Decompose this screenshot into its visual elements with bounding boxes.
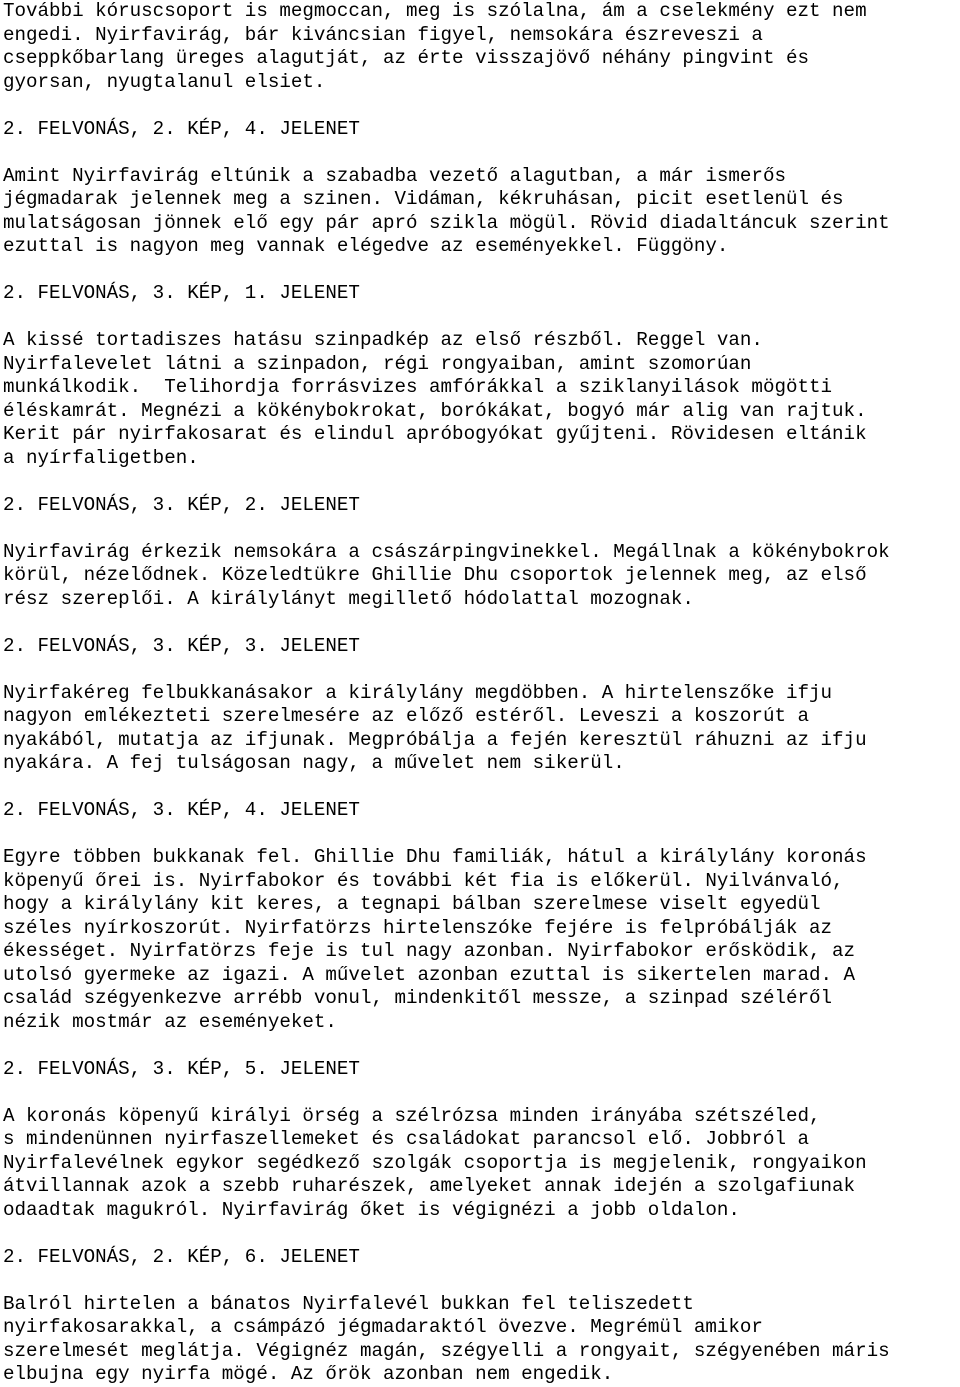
paragraph-gap <box>3 470 960 494</box>
text-line: Egyre többen bukkanak fel. Ghillie Dhu familiák, hátul a királylány koronás <box>3 846 867 868</box>
text-line: éléskamrát. Megnézi a kökénybokrokat, borókákat, bogyó már alig van rajtuk. <box>3 399 867 422</box>
paragraph-gap <box>3 1269 960 1293</box>
paragraph-gap <box>3 141 960 165</box>
text-line: szerelmesét meglátja. Végignéz magán, szégyelli a rongyait, szégyenében máris <box>3 1339 890 1362</box>
text-line: ezuttal is nagyon meg vannak elégedve az eseményekkel. Függöny. <box>3 235 729 257</box>
text-line: odaadtak magukról. Nyirfavirág őket is végignézi a jobb oldalon. <box>3 1198 740 1221</box>
text-line: Nyirfakéreg felbukkanásakor a királylány megdöbben. A hirtelenszőke ifju <box>3 681 833 704</box>
paragraph-gap <box>3 611 960 635</box>
text-line: átvillannak azok a szebb ruharészek, amelyeket annak idején a szolgafiunak <box>3 1175 856 1197</box>
text-line: s mindenünnen nyirfaszellemeket és családokat parancsol elő. Jobbról a <box>3 1128 810 1150</box>
paragraph-gap <box>3 776 960 800</box>
text-line: nyirfakosarakkal, a csámpázó jégmadaraktól övezve. Megrémül amikor <box>3 1316 763 1338</box>
text-line: gyorsan, nyugtalanul elsiet. <box>3 70 326 93</box>
scene-heading: 2. FELVONÁS, 2. KÉP, 4. JELENET <box>3 117 360 140</box>
text-line: nyakából, mutatja az ifjunak. Megpróbálja a fején keresztül ráhuzni az ifju <box>3 728 867 751</box>
scene-paragraph <box>3 329 960 470</box>
scene-paragraph <box>3 1105 960 1223</box>
scene-heading: 2. FELVONÁS, 2. KÉP, 6. JELENET <box>3 1245 360 1268</box>
paragraph-gap <box>3 306 960 330</box>
text-line: Balról hirtelen a bánatos Nyirfalevél bukkan fel teliszedett <box>3 1292 694 1315</box>
text-line: nagyon emlékezteti szerelmesére az előző estéről. Leveszi a koszorút a <box>3 705 810 727</box>
text-line: körül, nézelődnek. Közeledtükre Ghillie Dhu csoportok jelennek meg, az első <box>3 564 867 586</box>
intro-paragraph <box>3 0 960 94</box>
text-line: cseppkőbarlang üreges alagutját, az érte visszajövő néhány pingvint és <box>3 47 810 69</box>
scene-paragraph <box>3 682 960 776</box>
text-line: hogy a királylány kit keres, a tegnapi bálban szerelmese viselt egyedül <box>3 893 821 915</box>
text-line: Amint Nyirfavirág eltúnik a szabadba vezető alagutban, a már ismerős <box>3 164 786 187</box>
paragraph-gap <box>3 259 960 283</box>
scene-heading: 2. FELVONÁS, 3. KÉP, 2. JELENET <box>3 493 360 516</box>
text-line: mulatságosan jönnek elő egy pár apró szikla mögül. Rövid diadaltáncuk szerint <box>3 211 890 234</box>
text-line: Nyirfavirág érkezik nemsokára a császárpingvinekkel. Megállnak a kökénybokrok <box>3 540 890 563</box>
paragraph-gap <box>3 823 960 847</box>
text-line: Nyirfalevelet látni a szinpadon, régi rongyaiban, amint szomorúan <box>3 352 752 375</box>
text-line: A kissé tortadiszes hatásu szinpadkép az első részből. Reggel van. <box>3 329 763 351</box>
text-line: köpenyű őrei is. Nyirfabokor és további két fia is előkerül. Nyilvánvaló, <box>3 869 844 892</box>
text-line: család szégyenkezve arrébb vonul, mindenkitől messze, a szinpad széléről <box>3 987 833 1009</box>
paragraph-gap <box>3 1222 960 1246</box>
text-line: utolsó gyermeke az igazi. A művelet azonban ezuttal is sikertelen marad. A <box>3 963 856 986</box>
scene-paragraph <box>3 165 960 259</box>
text-line: A koronás köpenyű királyi örség a szélrózsa minden irányába szétszéled, <box>3 1104 821 1127</box>
text-line: a nyírfaligetben. <box>3 446 199 469</box>
paragraph-gap <box>3 517 960 541</box>
scene-heading: 2. FELVONÁS, 3. KÉP, 3. JELENET <box>3 634 360 657</box>
paragraph-gap <box>3 658 960 682</box>
text-line: Nyirfalevélnek egykor segédkező szolgák csoportja is megjelenik, rongyaikon <box>3 1151 867 1174</box>
text-line: nyakára. A fej tulságosan nagy, a művelet nem sikerül. <box>3 752 625 774</box>
paragraph-gap <box>3 94 960 118</box>
text-line: engedi. Nyirfavirág, bár kiváncsian figyel, nemsokára észreveszi a <box>3 23 763 46</box>
scene-paragraph <box>3 846 960 1034</box>
scene-heading: 2. FELVONÁS, 3. KÉP, 5. JELENET <box>3 1057 360 1080</box>
scene-paragraph <box>3 1293 960 1387</box>
scene-heading: 2. FELVONÁS, 3. KÉP, 1. JELENET <box>3 282 360 304</box>
text-line: munkálkodik. Telihordja forrásvizes amfórákkal a sziklanyilások mögötti <box>3 376 833 398</box>
text-line: ékességet. Nyirfatörzs feje is tul nagy azonban. Nyirfabokor erősködik, az <box>3 940 856 962</box>
scene-heading: 2. FELVONÁS, 3. KÉP, 4. JELENET <box>3 799 360 821</box>
paragraph-gap <box>3 1034 960 1058</box>
text-line: További kóruscsoport is megmoccan, meg is szólalna, ám a cselekmény ezt nem <box>3 0 867 22</box>
text-line: jégmadarak jelennek meg a szinen. Vidáman, kékruhásan, picit esetlenül és <box>3 188 844 210</box>
paragraph-gap <box>3 1081 960 1105</box>
document-page <box>3 0 960 1387</box>
text-line: nézik mostmár az eseményeket. <box>3 1010 337 1033</box>
text-line: elbujna egy nyirfa mögé. Az őrök azonban nem engedik. <box>3 1363 614 1385</box>
text-line: széles nyírkoszorút. Nyirfatörzs hirtelenszóke fejére is felpróbálják az <box>3 916 833 939</box>
scene-paragraph <box>3 541 960 612</box>
text-line: rész szereplői. A királylányt megillető hódolattal mozognak. <box>3 587 694 610</box>
text-line: Kerit pár nyirfakosarat és elindul apróbogyókat gyűjteni. Rövidesen eltánik <box>3 423 867 445</box>
